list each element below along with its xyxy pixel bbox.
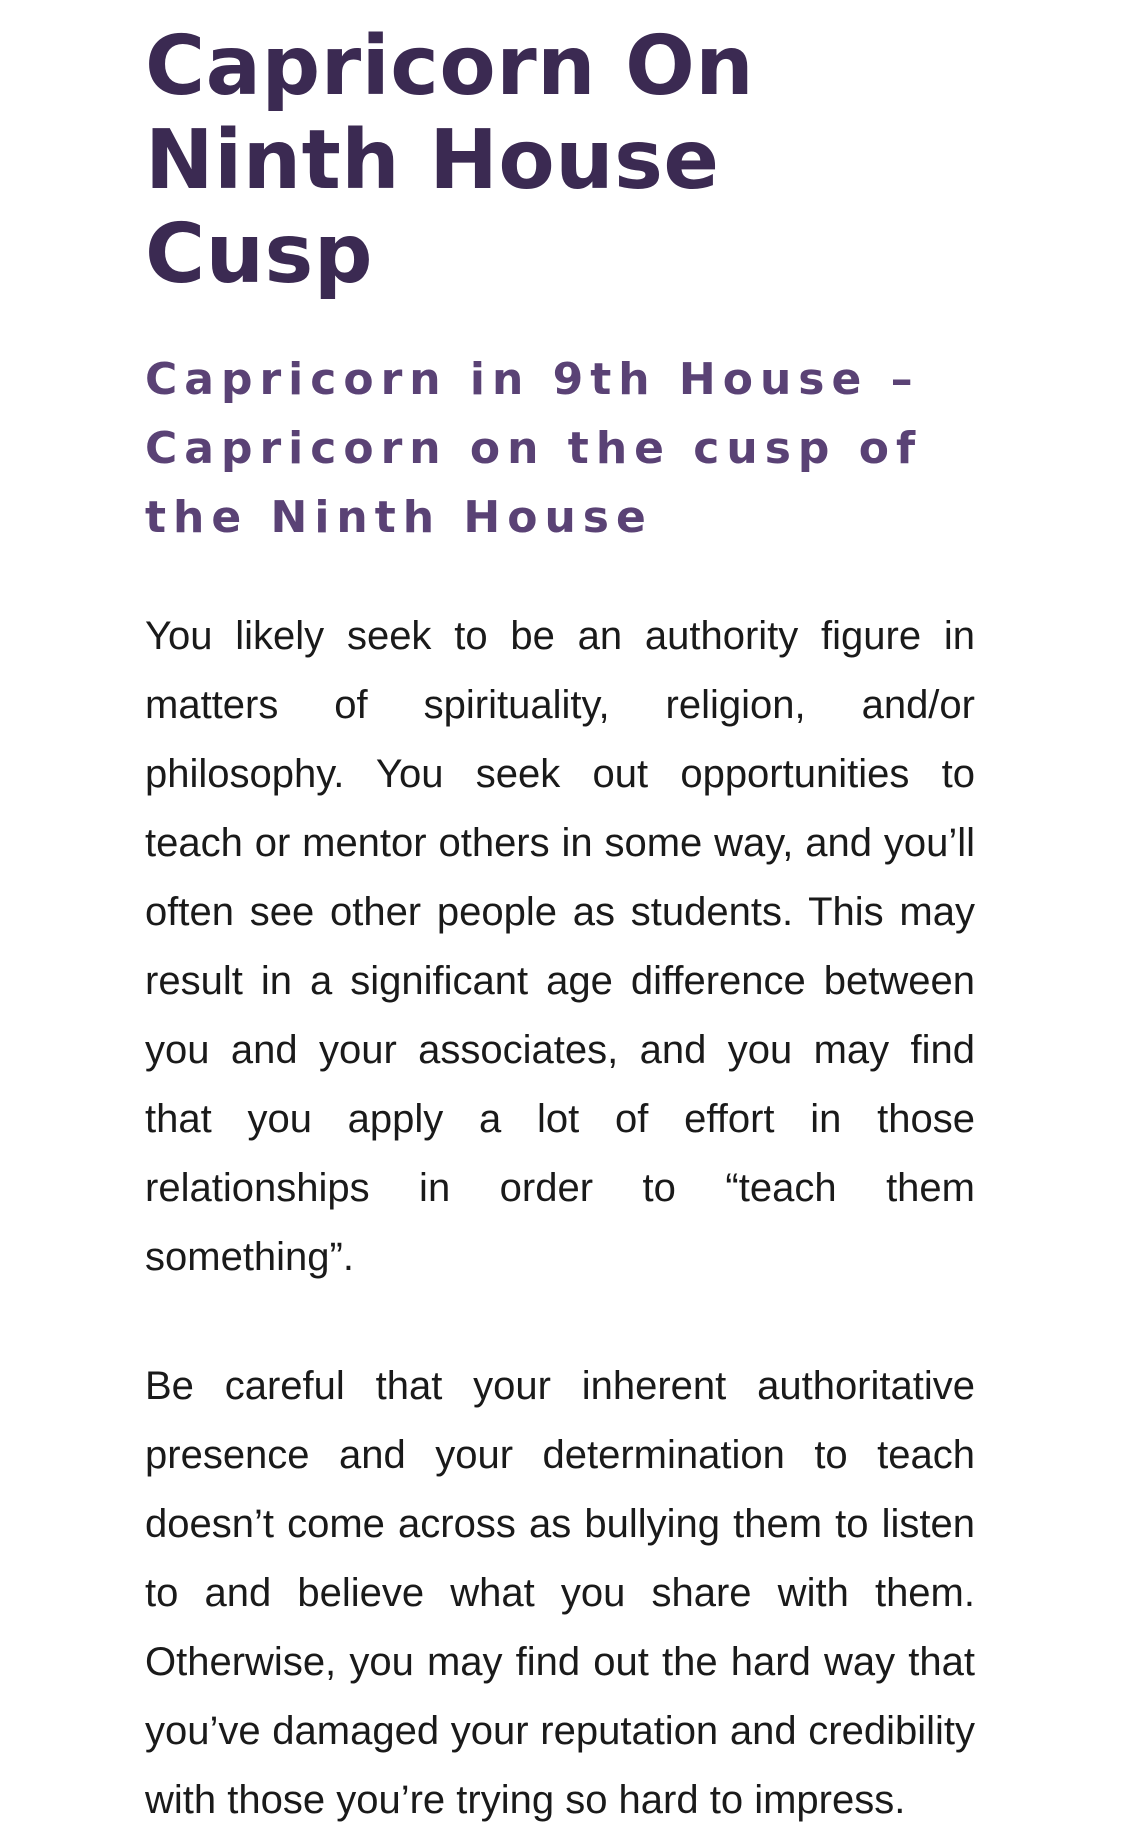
page-title: Capricorn On Ninth House Cusp [145,19,755,302]
article-subtitle: Capricorn in 9th House – Capricorn on the cusp of the Ninth House [145,354,923,543]
body-paragraph-2: Be careful that your inherent authoritative presence and your determination to teach doesn’t come across as bullying them to listen to and believe what you share with them. Otherwise, you may find out the hard way that you’ve damaged your reputation and credibility with those you’re trying so hard to impress. [145,1364,975,1822]
body-paragraph-1: You likely seek to be an authority figure in matters of spirituality, religion, and/or philosophy. You seek out opportunities to teach or mentor others in some way, and you’ll often see other people as students. This may result in a significant age difference between you and your associates, and you may find that you apply a lot of effort in those relationships in order to “teach them something”. [145,614,975,1279]
article [145,20,975,1835]
